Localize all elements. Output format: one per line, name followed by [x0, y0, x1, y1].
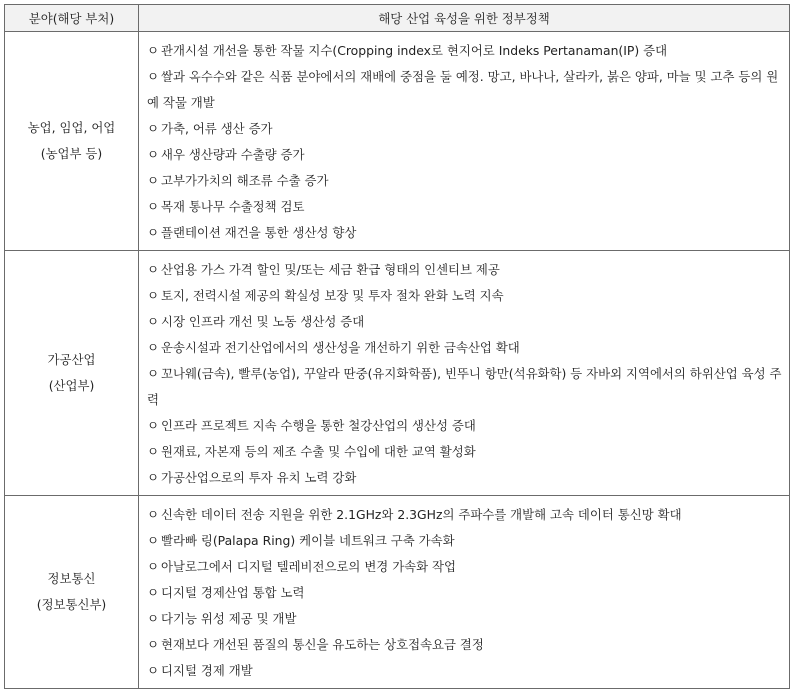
bullet-marker: ㅇ	[147, 199, 159, 214]
sector-ministry: (정보통신부)	[36, 597, 107, 612]
sector-name: 농업, 임업, 어업	[27, 120, 116, 135]
sector-ministry: (농업부 등)	[40, 146, 103, 161]
bullet-marker: ㅇ	[147, 121, 159, 136]
bullet-marker: ㅇ	[147, 611, 159, 626]
sector-cell	[5, 496, 139, 689]
bullet-marker: ㅇ	[147, 147, 159, 162]
policy-item-text: 쌀과 옥수수와 같은 식품 분야에서의 재배에 중점을 둘 예정. 망고, 바나나, 살라카, 붉은 양파, 마늘 및 고추 등의 원예 작물 개발	[147, 69, 779, 110]
policy-item	[145, 606, 783, 632]
policy-item	[145, 283, 783, 309]
policy-item	[145, 502, 783, 528]
policy-cell	[139, 496, 790, 689]
bullet-marker: ㅇ	[147, 314, 159, 329]
policy-item-text: 가공산업으로의 투자 유치 노력 강화	[161, 470, 357, 485]
policy-item	[145, 257, 783, 283]
bullet-marker: ㅇ	[147, 366, 159, 381]
policy-item	[145, 465, 783, 491]
policy-list	[145, 502, 783, 684]
policy-item	[145, 413, 783, 439]
policy-item-text: 운송시설과 전기산업에서의 생산성을 개선하기 위한 금속산업 확대	[161, 340, 520, 355]
bullet-marker: ㅇ	[147, 173, 159, 188]
sector-cell	[5, 251, 139, 496]
bullet-marker: ㅇ	[147, 470, 159, 485]
policy-item-text: 고부가가치의 해조류 수출 증가	[161, 173, 329, 188]
policy-item-text: 빨라빠 링(Palapa Ring) 케이블 네트워크 구축 가속화	[161, 533, 455, 548]
bullet-marker: ㅇ	[147, 507, 159, 522]
bullet-marker: ㅇ	[147, 43, 159, 58]
policy-item-text: 다기능 위성 제공 및 개발	[161, 611, 297, 626]
policy-item	[145, 554, 783, 580]
policy-item-text: 산업용 가스 가격 할인 및/또는 세금 환급 형태의 인센티브 제공	[161, 262, 500, 277]
policy-item	[145, 116, 783, 142]
policy-item	[145, 361, 783, 413]
policy-item	[145, 632, 783, 658]
row-processing-industry	[5, 251, 790, 496]
header-policy: 해당 산업 육성을 위한 정부정책	[139, 5, 790, 32]
row-ict	[5, 496, 790, 689]
policy-item-text: 새우 생산량과 수출량 증가	[161, 147, 305, 162]
sector-name: 정보통신	[47, 571, 96, 586]
bullet-marker: ㅇ	[147, 444, 159, 459]
policy-cell	[139, 32, 790, 251]
bullet-marker: ㅇ	[147, 418, 159, 433]
policy-item-text: 디지털 경제산업 통합 노력	[161, 585, 305, 600]
bullet-marker: ㅇ	[147, 533, 159, 548]
policy-item-text: 아날로그에서 디지털 텔레비전으로의 변경 가속화 작업	[161, 559, 456, 574]
policy-item	[145, 168, 783, 194]
policy-item-text: 플랜테이션 재건을 통한 생산성 향상	[161, 225, 357, 240]
policy-item-text: 목재 통나무 수출정책 검토	[161, 199, 305, 214]
policy-item	[145, 528, 783, 554]
bullet-marker: ㅇ	[147, 288, 159, 303]
policy-item-text: 관개시설 개선을 통한 작물 지수(Cropping index로 현지어로 Indeks Pertanaman(IP) 증대	[161, 43, 668, 58]
policy-table	[4, 4, 790, 689]
sector-name: 가공산업	[47, 352, 96, 367]
policy-item	[145, 658, 783, 684]
policy-item-text: 신속한 데이터 전송 지원을 위한 2.1GHz와 2.3GHz의 주파수를 개발해 고속 데이터 통신망 확대	[161, 507, 682, 522]
policy-item	[145, 142, 783, 168]
bullet-marker: ㅇ	[147, 637, 159, 652]
policy-item-text: 시장 인프라 개선 및 노동 생산성 증대	[161, 314, 365, 329]
policy-item	[145, 309, 783, 335]
policy-item-text: 원재료, 자본재 등의 제조 수출 및 수입에 대한 교역 활성화	[161, 444, 476, 459]
policy-item	[145, 194, 783, 220]
policy-item	[145, 580, 783, 606]
policy-item	[145, 64, 783, 116]
policy-item	[145, 38, 783, 64]
bullet-marker: ㅇ	[147, 225, 159, 240]
policy-item-text: 인프라 프로젝트 지속 수행을 통한 철강산업의 생산성 증대	[161, 418, 476, 433]
header-sector: 분야(해당 부처)	[5, 5, 139, 32]
policy-item	[145, 335, 783, 361]
header-row	[5, 5, 790, 32]
bullet-marker: ㅇ	[147, 262, 159, 277]
policy-item	[145, 439, 783, 465]
policy-list	[145, 257, 783, 491]
bullet-marker: ㅇ	[147, 585, 159, 600]
bullet-marker: ㅇ	[147, 559, 159, 574]
bullet-marker: ㅇ	[147, 663, 159, 678]
policy-item-text: 꼬나웨(금속), 빨루(농업), 꾸알라 딴중(유지화학품), 빈뚜니 항만(석유화학) 등 자바외 지역에서의 하위산업 육성 주력	[147, 366, 782, 407]
sector-cell	[5, 32, 139, 251]
policy-item	[145, 220, 783, 246]
policy-list	[145, 38, 783, 246]
policy-item-text: 현재보다 개선된 품질의 통신을 유도하는 상호접속요금 결정	[161, 637, 484, 652]
policy-item-text: 토지, 전력시설 제공의 확실성 보장 및 투자 절차 완화 노력 지속	[161, 288, 504, 303]
bullet-marker: ㅇ	[147, 340, 159, 355]
sector-ministry: (산업부)	[48, 378, 95, 393]
row-agriculture	[5, 32, 790, 251]
policy-cell	[139, 251, 790, 496]
bullet-marker: ㅇ	[147, 69, 159, 84]
policy-item-text: 디지털 경제 개발	[161, 663, 253, 678]
policy-item-text: 가축, 어류 생산 증가	[161, 121, 273, 136]
